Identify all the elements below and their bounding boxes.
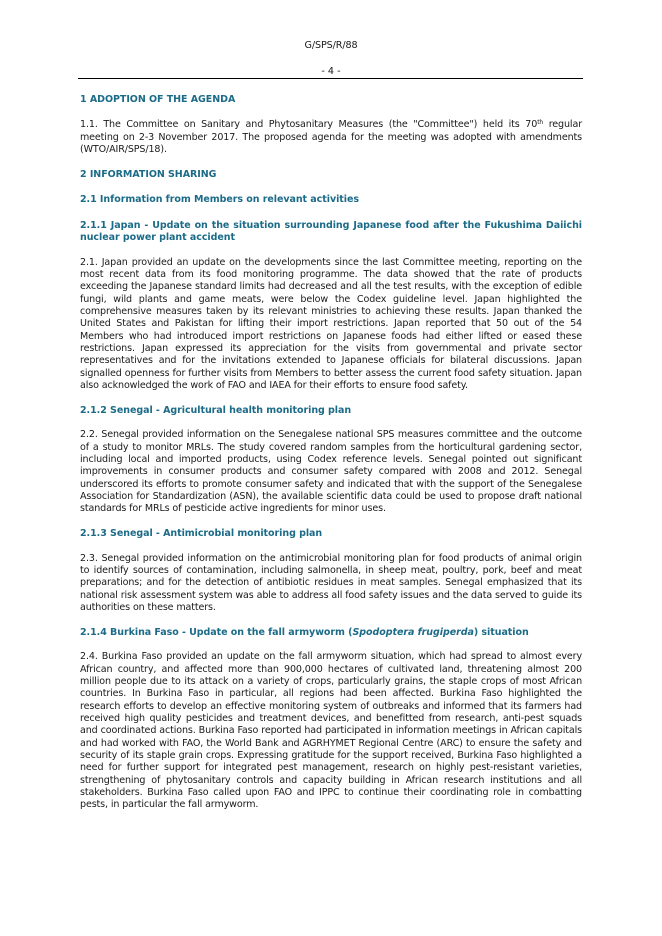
heading-2-1-information-from-members: 2.1 Information from Members on relevant activities xyxy=(80,194,359,206)
paragraph-2-4: 2.4. Burkina Faso provided an update on the fall armyworm situation, which had spread to almost every African country, and affected more than 900,000 hectares of cultivated land, threatening almost 200 million people due to its attack on a variety of crops, particularly grains, the staple crops of most African countries. In Burkina Faso in particular, all regions had been affected. Burkina Faso highlighted the research efforts to develop an effective monitoring system of outbreaks and informed that its farmers had received high quality pesticides and treatment devices, and benefitted from research, anti-pest squads and coordinated actions. Burkina Faso reported had participated in information meetings in African capitals and had worked with FAO, the World Bank and AGRHYMET Regional Centre (ARC) to ensure the safety and security of its staple grain crops. Expressing gratitude for the support received, Burkina Faso highlighted a need for further support for integrated pest management, research on highly pest-resistant varieties, strengthening of phytosanitary controls and capacity building in African research institutions and all stakeholders. Burkina Faso called upon FAO and IPPC to continue their coordinating role in combatting pests, in particular the fall armyworm. xyxy=(80,651,582,811)
paragraph-1-1-text-a: 1.1. The Committee on Sanitary and Phytosanitary Measures (the "Committee") held its 70 xyxy=(80,119,538,131)
paragraph-2-1: 2.1. Japan provided an update on the developments since the last Committee meeting, reporting on the most recent data from its food monitoring programme. The data showed that the rate of products exceeding the Japanese standard limits had decreased and all the test results, with the exception of edible fungi, wild plants and game meats, were below the Codex guideline level. Japan highlighted the comprehensive measures taken by its relevant ministries to achieving these results. Japan thanked the United States and Pakistan for lifting their import restrictions. Japan reported that 50 out of the 54 Members who had introduced import restrictions on Japanese foods had either lifted or eased these restrictions. Japan expressed its appreciation for the visits from governmental and private sector representatives and for the invitations extended to Japanese officials for bilateral discussions. Japan signalled openness for further visits from Members to better assess the current food safety situation. Japan also acknowledged the work of FAO and IAEA for their efforts to ensure food safety. xyxy=(80,256,582,391)
paragraph-2-2: 2.2. Senegal provided information on the Senegalese national SPS measures committee and the outcome of a study to monitor MRLs. The study covered random samples from the horticultural gardening sector, including local and imported products, using Codex reference levels. Senegal pointed out significant improvements in consumer products and consumer safety compared with 2008 and 2012. Senegal underscored its efforts to promote consumer safety and indicated that with the support of the Senegalese Association for Standardization (ASN), the available scientific data could be used to propose draft national standards for MRLs of pesticide active ingredients for minor uses. xyxy=(80,429,582,515)
ordinal-suffix: th xyxy=(537,119,544,127)
document-code: G/SPS/R/88 xyxy=(304,40,358,51)
paragraph-1-1-text-b: regular meeting on 2-3 November 2017. The proposed agenda for the meeting was adopted with amendments (WTO/AIR/SPS/18). xyxy=(80,119,583,156)
heading-2-1-4-species-name: Spodoptera frugiperda xyxy=(352,626,474,638)
document-body xyxy=(80,94,582,824)
heading-information-sharing: 2 INFORMATION SHARING xyxy=(80,168,217,180)
heading-adoption-of-agenda: 1 ADOPTION OF THE AGENDA xyxy=(80,94,236,105)
heading-2-1-4-text-a: 2.1.4 Burkina Faso - Update on the fall armyworm ( xyxy=(80,626,353,638)
paragraph-2-3: 2.3. Senegal provided information on the antimicrobial monitoring plan for food products of animal origin to identify sources of contamination, including salmonella, in sheep meat, poultry, pork, beef and meat preparations; and for the detection of antibiotic residues in meat samples. Senegal emphasized that its national risk assessment system was able to address all food safety issues and the data served to guide its authorities on these matters. xyxy=(80,552,582,613)
heading-2-1-3-senegal-antimicrobial: 2.1.3 Senegal - Antimicrobial monitoring plan xyxy=(80,528,323,540)
header-rule xyxy=(78,78,583,79)
heading-2-1-4-burkina-faso xyxy=(80,627,582,639)
heading-2-1-2-senegal-agricultural: 2.1.2 Senegal - Agricultural health monitoring plan xyxy=(80,404,352,416)
heading-2-1-4-text-b: ) situation xyxy=(473,626,529,638)
page-number: - 4 - xyxy=(321,66,341,77)
heading-2-1-1-japan: 2.1.1 Japan - Update on the situation surrounding Japanese food after the Fukushima Daiichi nuclear power plant accident xyxy=(80,219,582,244)
paragraph-1-1 xyxy=(80,119,582,156)
